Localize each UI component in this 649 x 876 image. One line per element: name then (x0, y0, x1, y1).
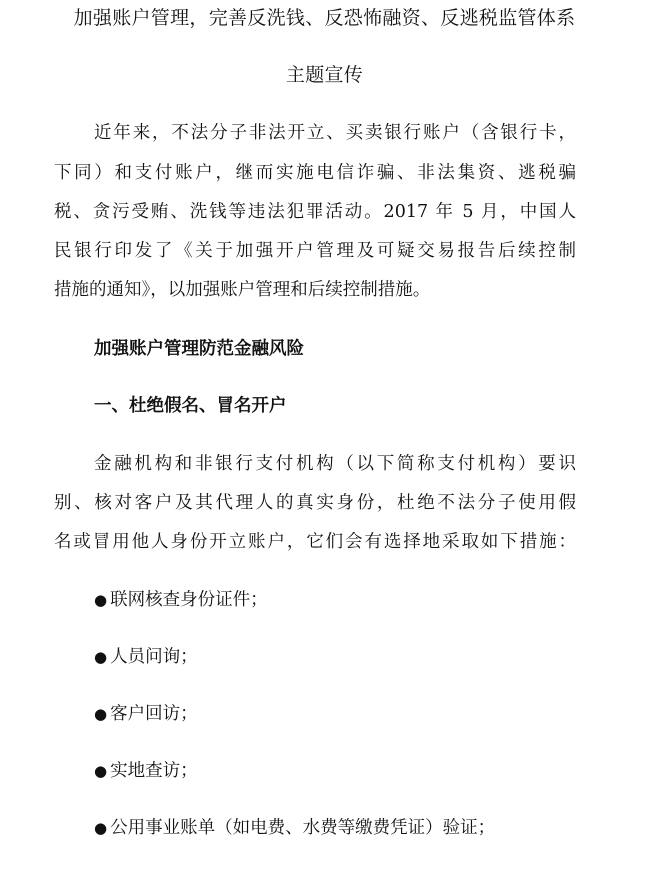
bullet-icon: ● (94, 819, 108, 837)
para2-line-1: 金融机构和非银行支付机构（以下简称支付机构）要识 (94, 454, 576, 474)
bullet-item (94, 702, 198, 726)
bullet-icon: ● (94, 762, 108, 780)
section-subheading: 一、杜绝假名、冒名开户 (94, 396, 287, 416)
bullet-icon: ● (94, 648, 108, 666)
bullet-text: 客户回访； (110, 704, 198, 724)
intro-line-3: 税、贪污受贿、洗钱等违法犯罪活动。2017 年 5 月，中国人 (54, 202, 576, 222)
intro-line-5: 措施的通知》，以加强账户管理和后续控制措施。 (54, 280, 431, 300)
intro-line-4: 民银行印发了《关于加强开户管理及可疑交易报告后续控制 (54, 241, 576, 261)
bullet-item (94, 816, 495, 840)
para2-line-3: 名或冒用他人身份开立账户，它们会有选择地采取如下措施： (54, 532, 576, 552)
bullet-item (94, 645, 198, 669)
intro-line-1: 近年来，不法分子非法开立、买卖银行账户（含银行卡， (94, 123, 576, 143)
title-line-2: 主题宣传 (285, 64, 364, 86)
bullet-icon: ● (94, 591, 108, 609)
bullet-item (94, 588, 268, 612)
para2-line-2: 别、核对客户及其代理人的真实身份，杜绝不法分子使用假 (54, 493, 576, 513)
bullet-icon: ● (94, 705, 108, 723)
bullet-text: 实地查访； (110, 761, 198, 781)
bullet-text: 联网核查身份证件； (110, 590, 268, 610)
section-heading: 加强账户管理防范金融风险 (94, 339, 304, 359)
title-line-1: 加强账户管理，完善反洗钱、反恐怖融资、反逃税监管体系 (73, 7, 576, 29)
intro-line-2: 下同）和支付账户，继而实施电信诈骗、非法集资、逃税骗 (54, 163, 576, 183)
bullet-item (94, 759, 198, 783)
bullet-text: 人员问询； (110, 647, 198, 667)
bullet-text: 公用事业账单（如电费、水费等缴费凭证）验证； (110, 818, 496, 838)
